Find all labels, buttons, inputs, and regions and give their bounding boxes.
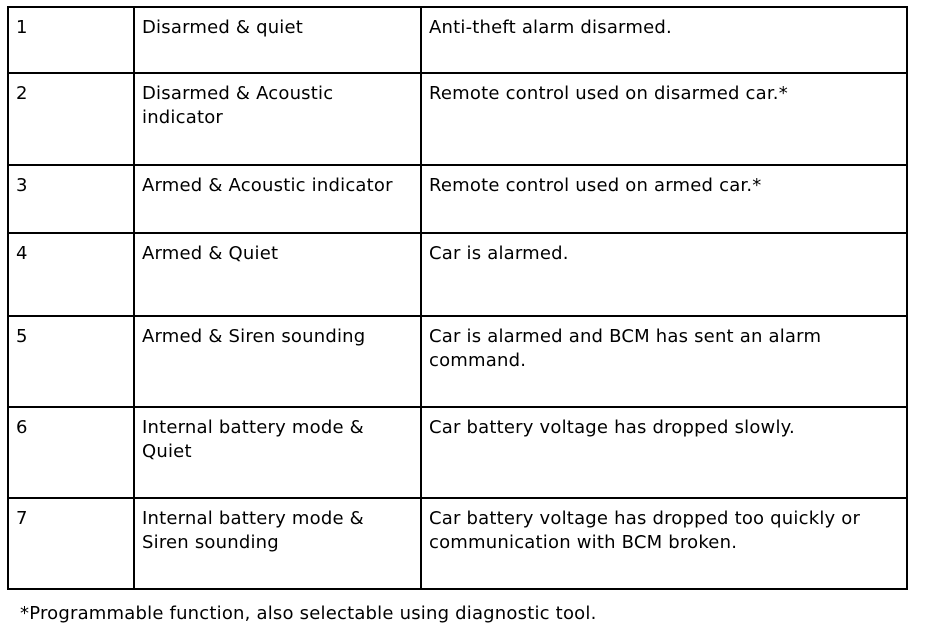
row-number: 4 (8, 233, 134, 316)
description-cell: Anti-theft alarm disarmed. (421, 7, 907, 73)
state-cell: Armed & Acoustic indicator (134, 165, 421, 233)
table-row (8, 407, 907, 498)
table-row (8, 316, 907, 407)
row-number: 3 (8, 165, 134, 233)
row-number: 2 (8, 73, 134, 165)
state-cell: Disarmed & quiet (134, 7, 421, 73)
description-cell: Remote control used on disarmed car.* (421, 73, 907, 165)
table-row (8, 498, 907, 589)
row-number: 1 (8, 7, 134, 73)
description-cell: Car is alarmed. (421, 233, 907, 316)
table-row (8, 233, 907, 316)
table-row (8, 165, 907, 233)
state-cell: Internal battery mode & Siren sounding (134, 498, 421, 589)
state-cell: Armed & Siren sounding (134, 316, 421, 407)
state-cell: Disarmed & Acoustic indicator (134, 73, 421, 165)
state-cell: Internal battery mode & Quiet (134, 407, 421, 498)
row-number: 6 (8, 407, 134, 498)
alarm-states-table (7, 6, 908, 590)
description-cell: Car is alarmed and BCM has sent an alarm command. (421, 316, 907, 407)
table-row (8, 7, 907, 73)
state-cell: Armed & Quiet (134, 233, 421, 316)
row-number: 7 (8, 498, 134, 589)
description-cell: Car battery voltage has dropped too quickly or communication with BCM broken. (421, 498, 907, 589)
footnote: *Programmable function, also selectable using diagnostic tool. (20, 603, 597, 624)
description-cell: Car battery voltage has dropped slowly. (421, 407, 907, 498)
row-number: 5 (8, 316, 134, 407)
table-row (8, 73, 907, 165)
description-cell: Remote control used on armed car.* (421, 165, 907, 233)
